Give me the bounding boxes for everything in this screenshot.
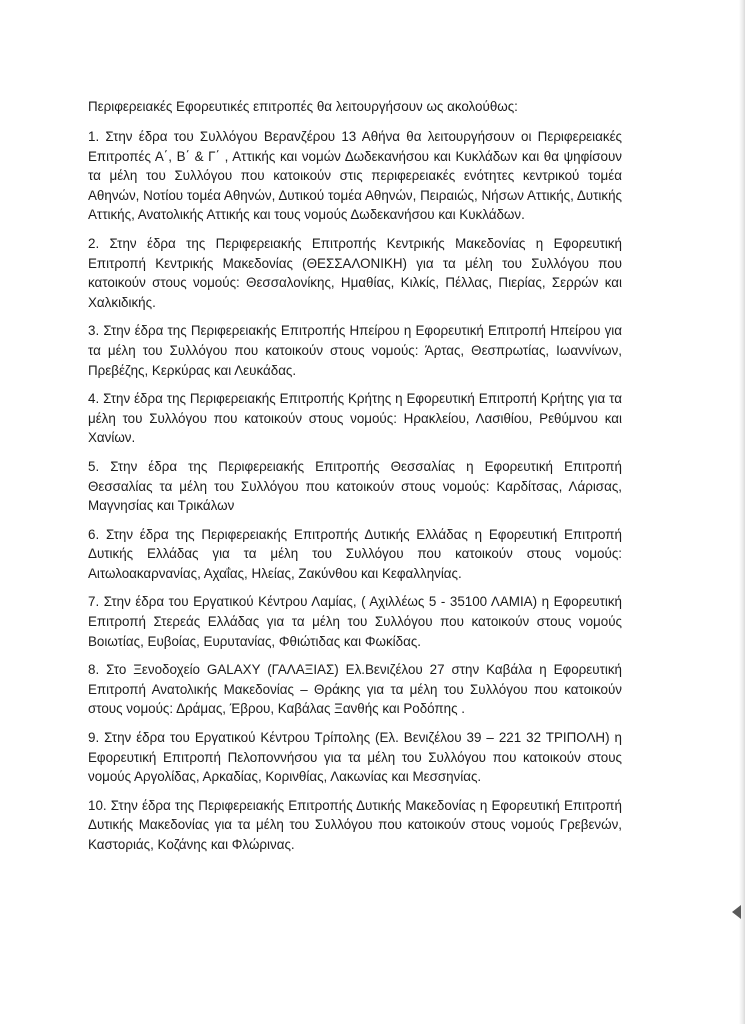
paragraph-9: 9. Στην έδρα του Εργατικού Κέντρου Τρίπολης (Ελ. Βενιζέλου 39 – 221 32 ΤΡΙΠΟΛΗ) η Εφορευτική Επιτροπή Πελοποννήσου για τα μέλη του Συλλόγου που κατοικούν στους νομούς Αργολίδας, Αρκαδίας, Κορινθίας, Λακωνίας και Μεσσηνίας. (88, 730, 622, 785)
paragraph-7: 7. Στην έδρα του Εργατικού Κέντρου Λαμίας, ( Αχιλλέως 5 - 35100 ΛΑΜΙΑ) η Εφορευτική Επιτροπή Στερεάς Ελλάδας για τα μέλη του Συλλόγου που κατοικούν στους νομούς Βοιωτίας, Ευβοίας, Ευρυτανίας, Φθιώτιδας και Φωκίδας. (88, 594, 622, 649)
scan-edge-shadow (739, 0, 745, 1024)
paragraph-8: 8. Στο Ξενοδοχείο GALAXY (ΓΑΛΑΞΙΑΣ) Ελ.Βενιζέλου 27 στην Καβάλα η Εφορευτική Επιτροπή Ανατολικής Μακεδονίας – Θράκης για τα μέλη του Συλλόγου που κατοικούν στους νομούς: Δράμας, Έβρου, Καβάλας Ξανθής και Ροδόπης . (88, 662, 622, 717)
document-body (88, 97, 622, 864)
paragraph-5: 5. Στην έδρα της Περιφερειακής Επιτροπής Θεσσαλίας η Εφορευτική Επιτροπή Θεσσαλίας τα μέλη του Συλλόγου που κατοικούν στους νομούς: Καρδίτσας, Λάρισας, Μαγνησίας και Τρικάλων (88, 458, 622, 514)
paragraph-3: 3. Στην έδρα της Περιφερειακής Επιτροπής Ηπείρου η Εφορευτική Επιτροπή Ηπείρου για τα μέλη του Συλλόγου που κατοικούν στους νομούς: Άρτας, Θεσπρωτίας, Ιωαννίνων, Πρεβέζης, Κερκύρας και Λευκάδας. (88, 323, 622, 378)
intro-text: Περιφερειακές Εφορευτικές επιτροπές θα λειτουργήσουν ως ακολούθως: (88, 99, 518, 114)
paragraph-6: 6. Στην έδρα της Περιφερειακής Επιτροπής Δυτικής Ελλάδας η Εφορευτική Επιτροπή Δυτικής Ελλάδας για τα μέλη του Συλλόγου που κατοικούν στους νομούς: Αιτωλοακαρνανίας, Αχαΐας, Ηλείας, Ζακύνθου και Κεφαλληνίας. (88, 526, 622, 581)
paragraph-4: 4. Στην έδρα της Περιφερειακής Επιτροπής Κρήτης η Εφορευτική Επιτροπή Κρήτης για τα μέλη του Συλλόγου που κατοικούν στους νομούς: Ηρακλείου, Λασιθίου, Ρεθύμνου και Χανίων. (88, 391, 622, 446)
paragraph-10: 10. Στην έδρα της Περιφερειακής Επιτροπής Δυτικής Μακεδονίας η Εφορευτική Επιτροπή Δυτικής Μακεδονίας για τα μέλη του Συλλόγου που κατοικούν στους νομούς Γρεβενών, Καστοριάς, Κοζάνης και Φλώρινας. (88, 797, 622, 852)
paragraph-2: 2. Στην έδρα της Περιφερειακής Επιτροπής Κεντρικής Μακεδονίας η Εφορευτική Επιτροπή Κεντρικής Μακεδονίας (ΘΕΣΣΑΛΟΝΙΚΗ) για τα μέλη του Συλλόγου που κατοικούν στους νομούς: Θεσσαλονίκης, Ημαθίας, Κιλκίς, Πέλλας, Πιερίας, Σερρών και Χαλκιδικής. (88, 235, 622, 310)
scan-edge-mark (732, 905, 741, 919)
paragraph-1: 1. Στην έδρα του Συλλόγου Βερανζέρου 13 Αθήνα θα λειτουργήσουν οι Περιφερειακές Επιτροπές Α΄, Β΄ & Γ΄ , Αττικής και νομών Δωδεκανήσου και Κυκλάδων και θα ψηφίσουν τα μέλη του Συλλόγου που κατοικούν στις περιφερειακές ενότητες κεντρικού τομέα Αθηνών, Νοτίου τομέα Αθηνών, Δυτικού τομέα Αθηνών, Πειραιώς, Νήσων Αττικής, Δυτικής Αττικής, Ανατολικής Αττικής και τους νομούς Δωδεκανήσου και Κυκλάδων. (88, 129, 622, 223)
